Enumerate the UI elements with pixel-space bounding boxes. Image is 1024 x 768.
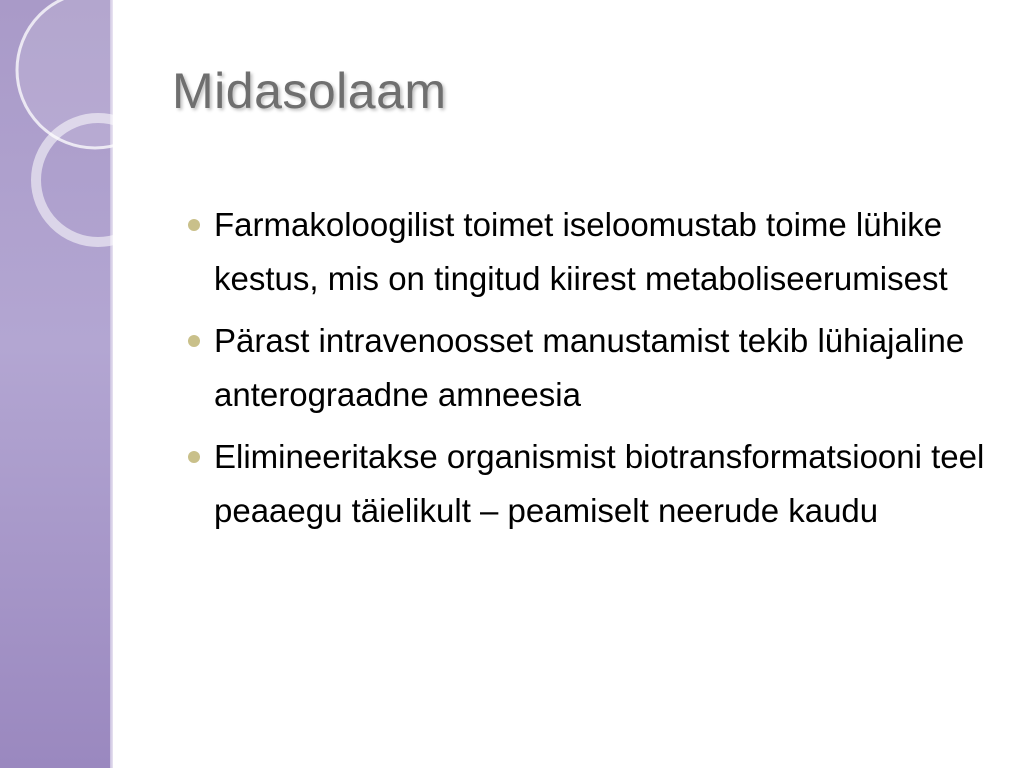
bullet-dot-icon bbox=[188, 219, 200, 231]
bullet-text: Pärast intravenoosset manustamist tekib lühiajaline anterograadne amneesia bbox=[214, 322, 965, 413]
bullet-item bbox=[188, 314, 998, 422]
bullet-item bbox=[188, 198, 998, 306]
bullet-list bbox=[188, 198, 998, 546]
bullet-text: Elimineeritakse organismist biotransformatsiooni teel peaaegu täielikult – peamiselt neerude kaudu bbox=[214, 438, 985, 529]
bullet-dot-icon bbox=[188, 451, 200, 463]
bullet-item bbox=[188, 430, 998, 538]
slide-title: Midasolaam bbox=[172, 63, 447, 119]
decorative-circles bbox=[0, 0, 140, 260]
bullet-text: Farmakoloogilist toimet iseloomustab toime lühike kestus, mis on tingitud kiirest metaboliseerumisest bbox=[214, 206, 948, 297]
bullet-dot-icon bbox=[188, 335, 200, 347]
